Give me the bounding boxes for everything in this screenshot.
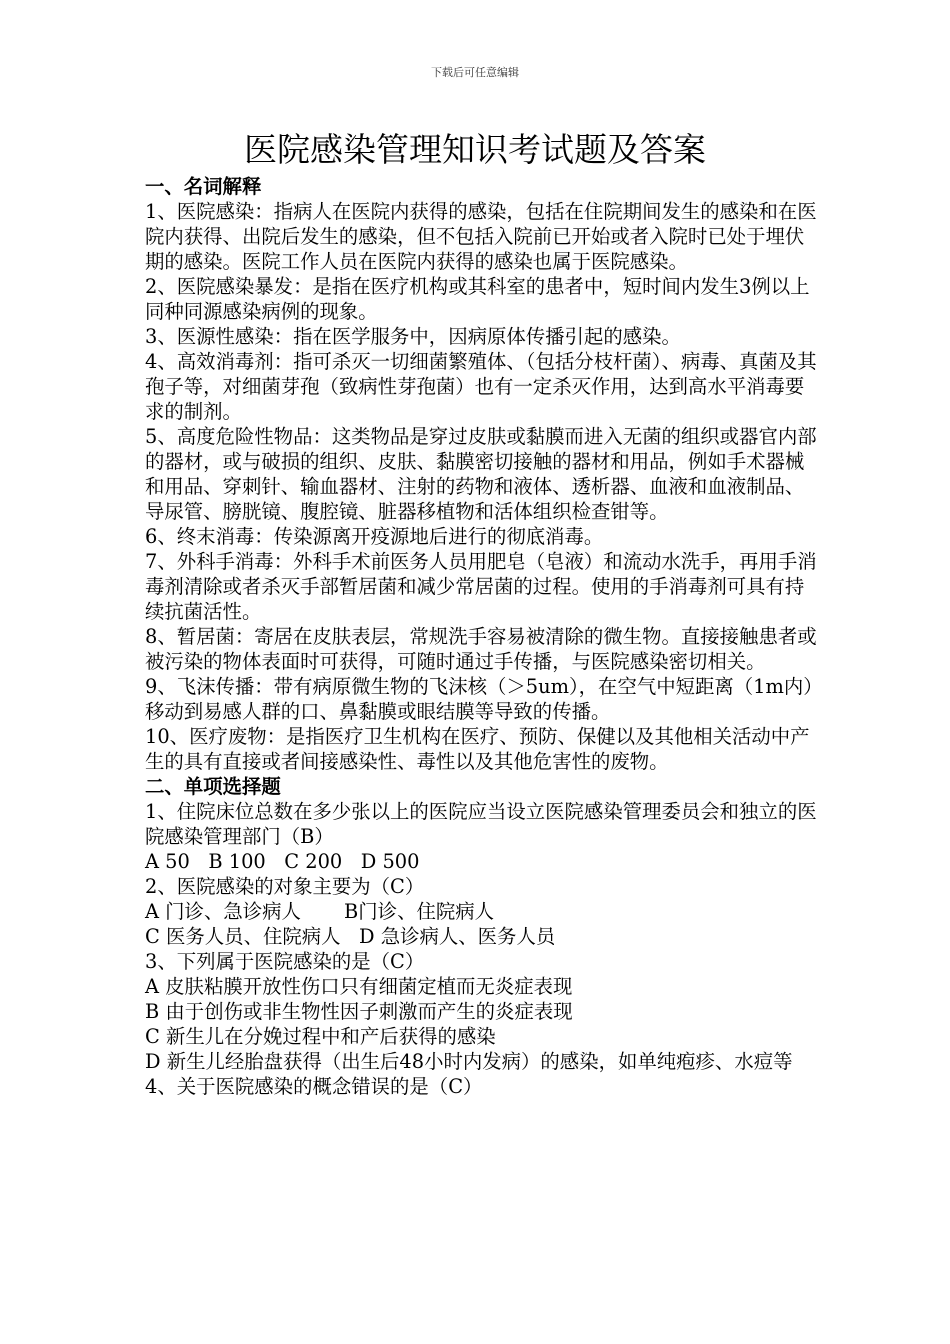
definition-item: 4、高效消毒剂：指可杀灭一切细菌繁殖体、（包括分枝杆菌）、病毒、真菌及其孢子等，对细菌芽孢（致病性芽孢菌）也有一定杀灭作用，达到高水平消毒要求的制剂。: [145, 350, 817, 423]
definition-item: 3、医源性感染：指在医学服务中，因病原体传播引起的感染。: [145, 325, 681, 348]
definition-item: 9、飞沫传播：带有病原微生物的飞沫核（＞5um），在空气中短距离（1m内）移动到易感人群的口、鼻黏膜或眼结膜等导致的传播。: [145, 675, 813, 723]
answer-options: C 医务人员、住院病人 D 急诊病人、医务人员: [145, 925, 556, 948]
document-body: [145, 174, 817, 1099]
answer-option: B 由于创伤或非生物性因子刺激而产生的炎症表现: [145, 1000, 573, 1023]
definition-item: 6、终末消毒：传染源离开疫源地后进行的彻底消毒。: [145, 525, 604, 548]
question-text: 1、住院床位总数在多少张以上的医院应当设立医院感染管理委员会和独立的医院感染管理部门（B）: [145, 800, 817, 848]
question-text: 4、关于医院感染的概念错误的是（C）: [145, 1075, 483, 1098]
question-text: 3、下列属于医院感染的是（C）: [145, 950, 425, 973]
section-heading-definitions: 一、名词解释: [145, 175, 262, 198]
definition-item: 5、高度危险性物品：这类物品是穿过皮肤或黏膜而进入无菌的组织或器官内部的器材，或与破损的组织、皮肤、黏膜密切接触的器材和用品，例如手术器械和用品、穿刺针、输血器材、注射的药物和液体、透析器、血液和血液制品、导尿管、膀胱镜、腹腔镜、脏器移植物和活体组织检查钳等。: [145, 425, 817, 523]
definition-item: 1、医院感染：指病人在医院内获得的感染，包括在住院期间发生的感染和在医院内获得、出院后发生的感染，但不包括入院前已开始或者入院时已处于埋伏期的感染。医院工作人员在医院内获得的感染也属于医院感染。: [145, 200, 817, 273]
section-heading-single-choice: 二、单项选择题: [145, 775, 281, 798]
answer-options: A 门诊、急诊病人 B门诊、住院病人: [145, 900, 495, 923]
definition-item: 8、暂居菌：寄居在皮肤表层，常规洗手容易被清除的微生物。直接接触患者或被污染的物体表面时可获得，可随时通过手传播，与医院感染密切相关。: [145, 625, 817, 673]
answer-option: D 新生儿经胎盘获得（出生后48小时内发病）的感染，如单纯疱疹、水痘等: [145, 1050, 793, 1073]
definition-item: 10、医疗废物：是指医疗卫生机构在医疗、预防、保健以及其他相关活动中产生的具有直接或者间接感染性、毒性以及其他危害性的废物。: [145, 725, 810, 773]
answer-options: A 50 B 100 C 200 D 500: [145, 850, 420, 873]
header-note: 下载后可任意编辑: [431, 66, 519, 79]
answer-option: C 新生儿在分娩过程中和产后获得的感染: [145, 1025, 496, 1048]
question-text: 2、医院感染的对象主要为（C）: [145, 875, 425, 898]
definition-item: 2、医院感染暴发：是指在医疗机构或其科室的患者中，短时间内发生3例以上同种同源感染病例的现象。: [145, 275, 810, 323]
document-title: 医院感染管理知识考试题及答案: [244, 130, 706, 169]
definition-item: 7、外科手消毒：外科手术前医务人员用肥皂（皂液）和流动水洗手，再用手消毒剂清除或者杀灭手部暂居菌和减少常居菌的过程。使用的手消毒剂可具有持续抗菌活性。: [145, 550, 817, 623]
answer-option: A 皮肤粘膜开放性伤口只有细菌定植而无炎症表现: [145, 975, 573, 998]
